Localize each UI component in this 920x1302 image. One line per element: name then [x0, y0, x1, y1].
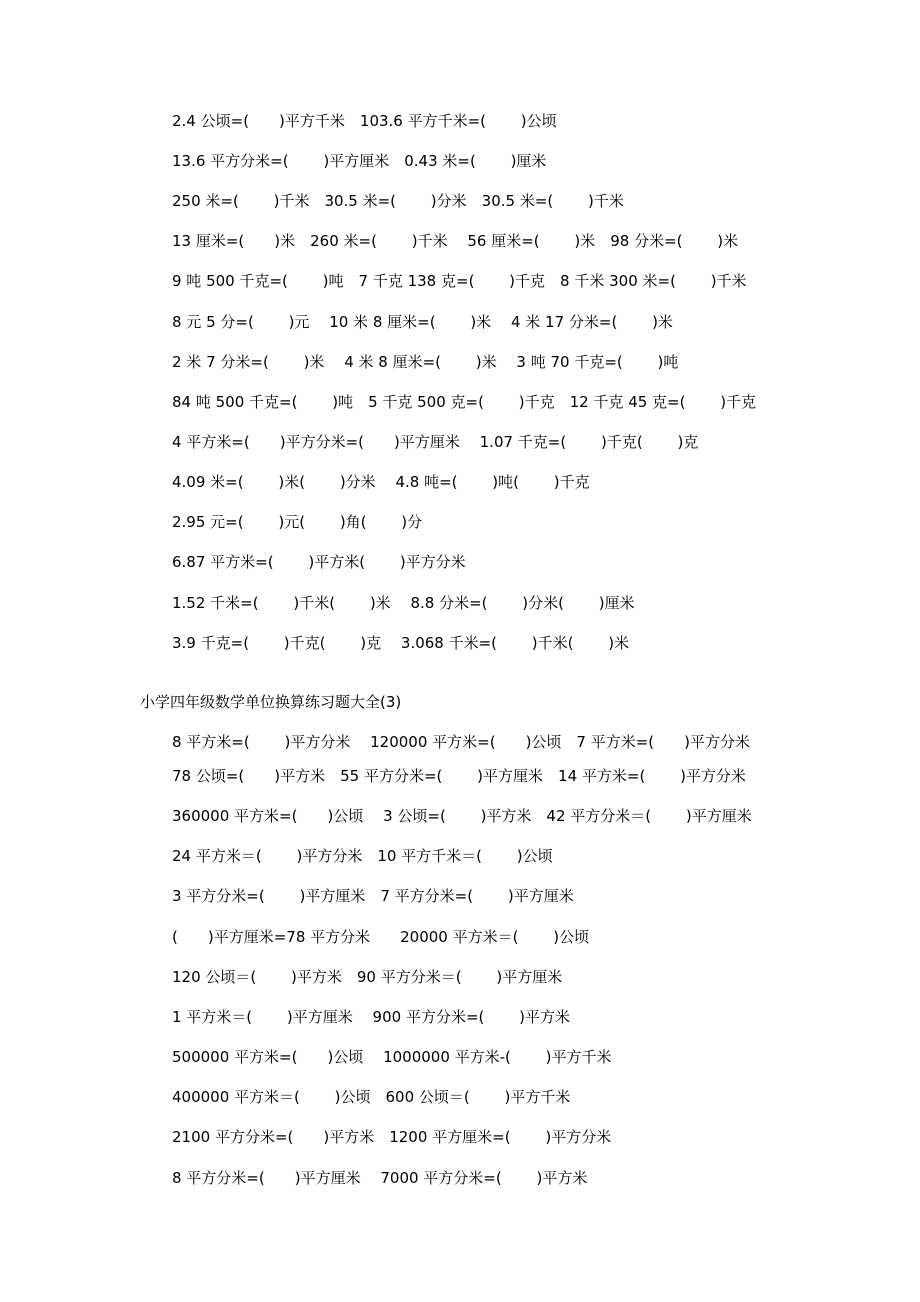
exercise-line: 84 吨 500 千克=( )吨 5 千克 500 克=( )千克 12 千克 45 克=( )千克 [172, 393, 757, 411]
exercise-line: 1.52 千米=( )千米( )米 8.8 分米=( )分米( )厘米 [172, 594, 635, 612]
exercise-line: 8 平方分米=( )平方厘米 7000 平方分米=( )平方米 [172, 1169, 588, 1187]
exercise-line: 2.95 元=( )元( )角( )分 [172, 513, 423, 531]
exercise-line: ( )平方厘米=78 平方分米 20000 平方米＝( )公顷 [172, 928, 590, 946]
exercise-line: 13 厘米=( )米 260 米=( )千米 56 厘米=( )米 98 分米=( )米 [172, 232, 739, 250]
exercise-line: 3 平方分米=( )平方厘米 7 平方分米=( )平方厘米 [172, 887, 574, 905]
exercise-line: 1 平方米＝( )平方厘米 900 平方分米=( )平方米 [172, 1008, 570, 1026]
exercise-line: 8 元 5 分=( )元 10 米 8 厘米=( )米 4 米 17 分米=( )米 [172, 313, 673, 331]
exercise-line: 4.09 米=( )米( )分米 4.8 吨=( )吨( )千克 [172, 473, 590, 491]
exercise-line: 2 米 7 分米=( )米 4 米 8 厘米=( )米 3 吨 70 千克=( )吨 [172, 353, 679, 371]
section-title: 小学四年级数学单位换算练习题大全(3) [140, 693, 402, 711]
exercise-line: 2100 平方分米=( )平方米 1200 平方厘米=( )平方分米 [172, 1128, 612, 1146]
exercise-line: 400000 平方米＝( )公顷 600 公顷＝( )平方千米 [172, 1088, 571, 1106]
exercise-line: 78 公顷=( )平方米 55 平方分米=( )平方厘米 14 平方米=( )平方分米 [172, 767, 746, 785]
exercise-line: 250 米=( )千米 30.5 米=( )分米 30.5 米=( )千米 [172, 192, 624, 210]
exercise-line: 360000 平方米=( )公顷 3 公顷=( )平方米 42 平方分米＝( )平方厘米 [172, 807, 752, 825]
exercise-line: 8 平方米=( )平方分米 120000 平方米=( )公顷 7 平方米=( )平方分米 [172, 733, 751, 751]
exercise-line: 3.9 千克=( )千克( )克 3.068 千米=( )千米( )米 [172, 634, 630, 652]
exercise-line: 9 吨 500 千克=( )吨 7 千克 138 克=( )千克 8 千米 300 米=( )千米 [172, 272, 747, 290]
exercise-line: 13.6 平方分米=( )平方厘米 0.43 米=( )厘米 [172, 152, 547, 170]
exercise-line: 4 平方米=( )平方分米=( )平方厘米 1.07 千克=( )千克( )克 [172, 433, 699, 451]
exercise-line: 500000 平方米=( )公顷 1000000 平方米-( )平方千米 [172, 1048, 612, 1066]
exercise-line: 6.87 平方米=( )平方米( )平方分米 [172, 553, 466, 571]
exercise-line: 120 公顷＝( )平方米 90 平方分米＝( )平方厘米 [172, 968, 563, 986]
exercise-line: 2.4 公顷=( )平方千米 103.6 平方千米=( )公顷 [172, 112, 557, 130]
exercise-line: 24 平方米＝( )平方分米 10 平方千米＝( )公顷 [172, 847, 553, 865]
